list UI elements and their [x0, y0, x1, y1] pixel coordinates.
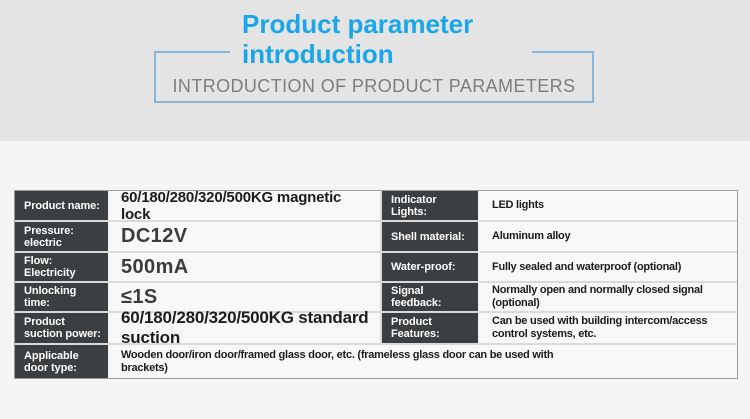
param-label-door-type: Applicable door type: [15, 345, 109, 378]
param-label-product-features: Product Features: [382, 313, 480, 345]
param-label-flow: Flow: Electricity [15, 253, 109, 283]
param-label-waterproof: Water-proof: [382, 253, 480, 283]
param-value-suction-power: 60/180/280/320/500KG standard suction [109, 313, 382, 345]
param-value-product-features: Can be used with building intercom/access control systems, etc. [480, 313, 737, 345]
page-title-line1: Product parameter [242, 9, 474, 39]
param-label-signal-feedback: Signal feedback: [382, 283, 480, 313]
param-value-waterproof: Fully sealed and waterproof (optional) [480, 253, 737, 283]
parameter-table [14, 190, 738, 379]
param-value-pressure: DC12V [109, 222, 382, 253]
param-label-product-name: Product name: [15, 191, 109, 222]
param-value-shell-material: Aluminum alloy [480, 222, 737, 253]
header-section [0, 0, 750, 141]
param-value-unlocking-time: ≤1S [109, 283, 382, 313]
page-title [230, 0, 532, 74]
param-label-suction-power: Product suction power: [15, 313, 109, 345]
param-value-signal-feedback: Normally open and normally closed signal (optional) [480, 283, 737, 313]
param-value-flow: 500mA [109, 253, 382, 283]
param-label-shell-material: Shell material: [382, 222, 480, 253]
param-label-unlocking-time: Unlocking time: [15, 283, 109, 313]
param-value-door-type-text: Wooden door/iron door/framed glass door, etc. (frameless glass door can be used with brackets) [121, 348, 554, 374]
page-title-line2: introduction [242, 39, 394, 69]
param-label-pressure: Pressure: electric [15, 222, 109, 253]
param-value-door-type [109, 345, 737, 378]
param-label-indicator-lights: Indicator Lights: [382, 191, 480, 222]
param-value-indicator-lights: LED lights [480, 191, 737, 222]
param-value-product-name: 60/180/280/320/500KG magnetic lock [109, 191, 382, 222]
header-subtitle: INTRODUCTION OF PRODUCT PARAMETERS [172, 76, 576, 96]
